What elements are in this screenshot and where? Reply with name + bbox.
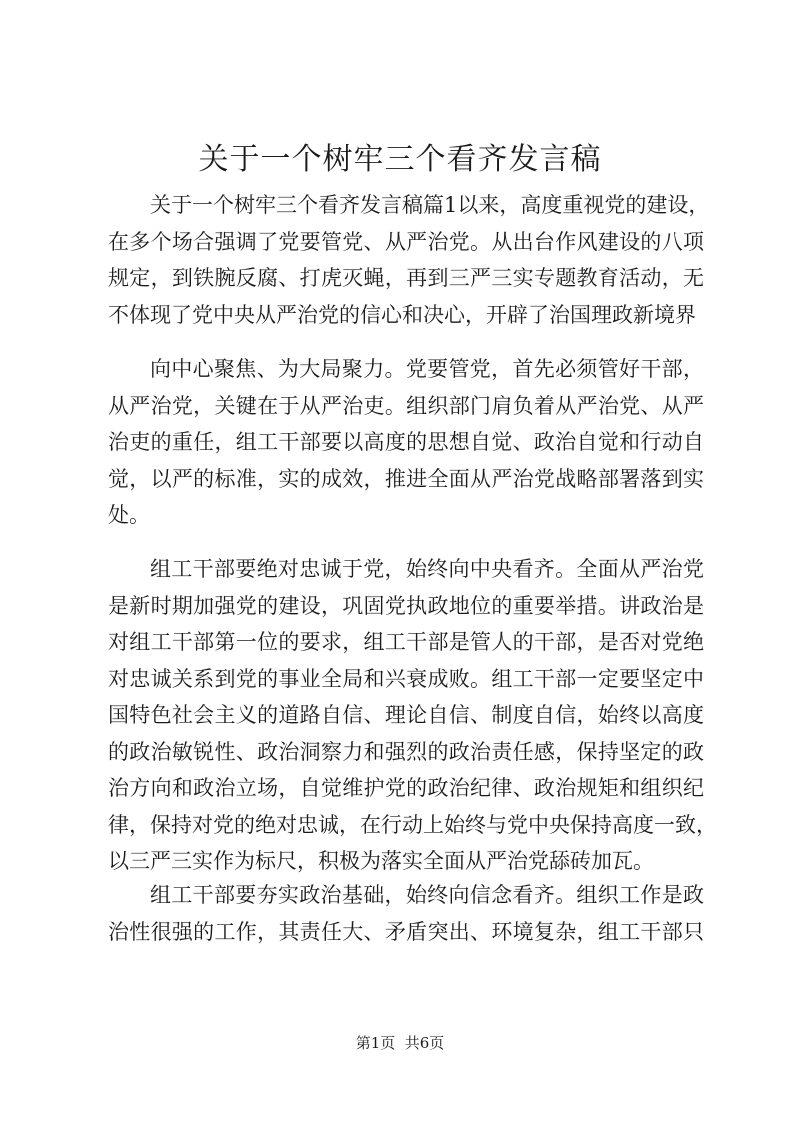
text-line: 觉，以严的标准，实的成效，推进全面从严治党战略部署落到实 [108, 466, 704, 491]
text-line: 关于一个树牢三个看齐发言稿篇1以来，高度重视党的建设， [150, 193, 710, 217]
text-line: 的政治敏锐性、政治洞察力和强烈的政治责任感，保持坚定的政 [108, 739, 704, 764]
text-line: 是新时期加强党的建设，巩固党执政地位的重要举措。讲政治是 [108, 593, 704, 618]
text-line: 对组工干部第一位的要求，组工干部是管人的干部，是否对党绝 [108, 630, 704, 654]
text-line: 国特色社会主义的道路自信、理论自信、制度自信，始终以高度 [108, 703, 704, 727]
text-line: 组工干部要夯实政治基础，始终向信念看齐。组织工作是政 [150, 883, 704, 907]
text-line: 律，保持对党的绝对忠诚，在行动上始终与党中央保持高度一致， [108, 812, 717, 837]
text-line: 向中心聚焦、为大局聚力。党要管党，首先必须管好干部， [150, 357, 704, 381]
paragraph-1 [108, 187, 710, 333]
text-line: 处。 [108, 503, 150, 527]
text-line: 组工干部要绝对忠诚于党，始终向中央看齐。全面从严治党 [150, 557, 704, 581]
text-line: 以三严三实作为标尺，积极为落实全面从严治党舔砖加瓦。 [108, 849, 654, 873]
document-title: 关于一个树牢三个看齐发言稿 [198, 142, 602, 177]
text-line: 规定，到铁腕反腐、打虎灭蝇，再到三严三实专题教育活动，无 [108, 266, 704, 290]
text-line: 对忠诚关系到党的事业全局和兴衰成败。组工干部一定要坚定中 [108, 666, 704, 691]
text-line: 不体现了党中央从严治党的信心和决心，开辟了治国理政新境界 [108, 302, 696, 327]
text-line: 治性很强的工作，其责任大、矛盾突出、环境复杂，组工干部只 [108, 919, 704, 944]
page-footer: 第1页 共6页 [355, 1034, 445, 1052]
text-line: 从严治党，关键在于从严治吏。组织部门肩负着从严治党、从严 [108, 393, 704, 418]
text-line: 治吏的重任，组工干部要以高度的思想自觉、政治自觉和行动自 [108, 430, 704, 454]
paragraph-4 [108, 877, 704, 950]
paragraph-2 [108, 351, 704, 534]
paragraph-3 [108, 551, 717, 880]
text-line: 在多个场合强调了党要管党、从严治党。从出台作风建设的八项 [108, 229, 704, 254]
text-line: 治方向和政治立场，自觉维护党的政治纪律、政治规矩和组织纪 [108, 776, 704, 800]
